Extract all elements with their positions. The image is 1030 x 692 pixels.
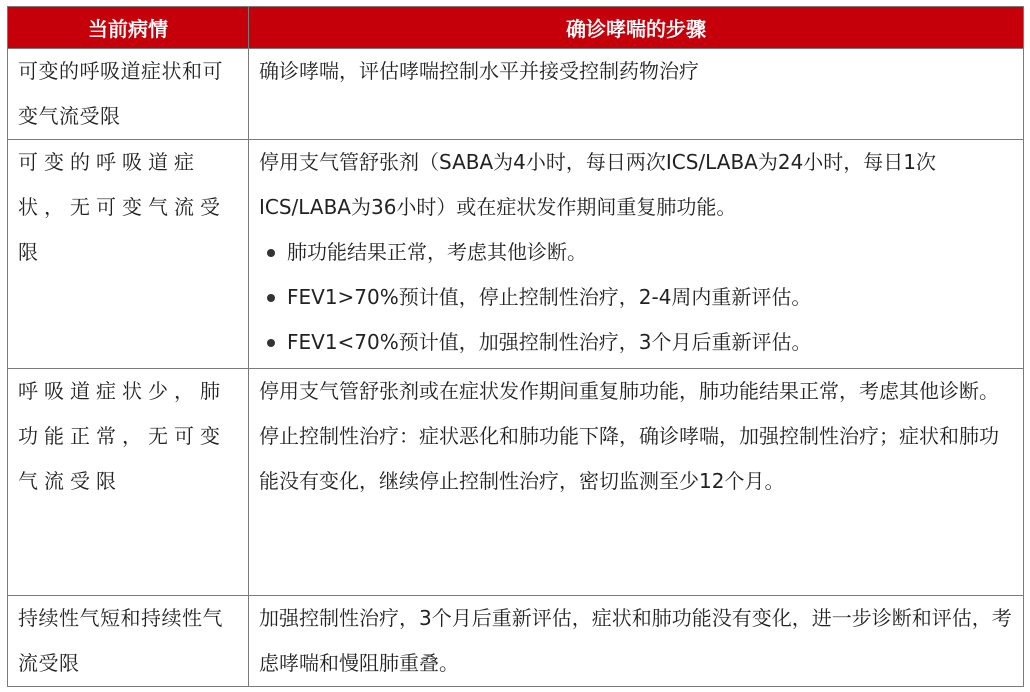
list-item-text: FEV1>70%预计值，停止控制性治疗，2-4周内重新评估。 (287, 285, 812, 309)
list-item-text: 肺功能结果正常，考虑其他诊断。 (287, 240, 587, 264)
condition-cell: 呼吸道症状少，肺功能正常，无可变气流受限 (8, 369, 249, 596)
list-item (259, 275, 1015, 320)
header-diagnosis-steps: 确诊哮喘的步骤 (249, 7, 1024, 49)
asthma-diagnosis-table (7, 6, 1024, 687)
condition-cell: 可变的呼吸道症状，无可变气流受限 (8, 140, 249, 369)
steps-cell: 确诊哮喘，评估哮喘控制水平并接受控制药物治疗 (249, 49, 1024, 140)
table-row (8, 596, 1024, 687)
condition-cell: 持续性气短和持续性气流受限 (8, 596, 249, 687)
steps-bullet-list (259, 230, 1015, 365)
steps-cell: 加强控制性治疗，3个月后重新评估，症状和肺功能没有变化，进一步诊断和评估，考虑哮喘和慢阻肺重叠。 (249, 596, 1024, 687)
list-item (259, 320, 1015, 365)
bullet-icon (267, 294, 275, 302)
bullet-icon (267, 339, 275, 347)
condition-cell: 可变的呼吸道症状和可变气流受限 (8, 49, 249, 140)
steps-text-secondary: 停止控制性治疗：症状恶化和肺功能下降，确诊哮喘，加强控制性治疗；症状和肺功能没有变化，继续停止控制性治疗，密切监测至少12个月。 (259, 424, 999, 493)
table-row (8, 369, 1024, 596)
list-item (259, 230, 1015, 275)
bullet-icon (267, 249, 275, 257)
header-current-condition: 当前病情 (8, 7, 249, 49)
table-row (8, 140, 1024, 369)
steps-cell (249, 140, 1024, 369)
table-row (8, 49, 1024, 140)
steps-text: 停用支气管舒张剂或在症状发作期间重复肺功能，肺功能结果正常，考虑其他诊断。 (259, 379, 999, 403)
table-header-row (8, 7, 1024, 49)
steps-cell (249, 369, 1024, 596)
list-item-text: FEV1<70%预计值，加强控制性治疗，3个月后重新评估。 (287, 330, 812, 354)
steps-text: 停用支气管舒张剂（SABA为4小时，每日两次ICS/LABA为24小时，每日1次ICS/LABA为36小时）或在症状发作期间重复肺功能。 (259, 150, 937, 219)
